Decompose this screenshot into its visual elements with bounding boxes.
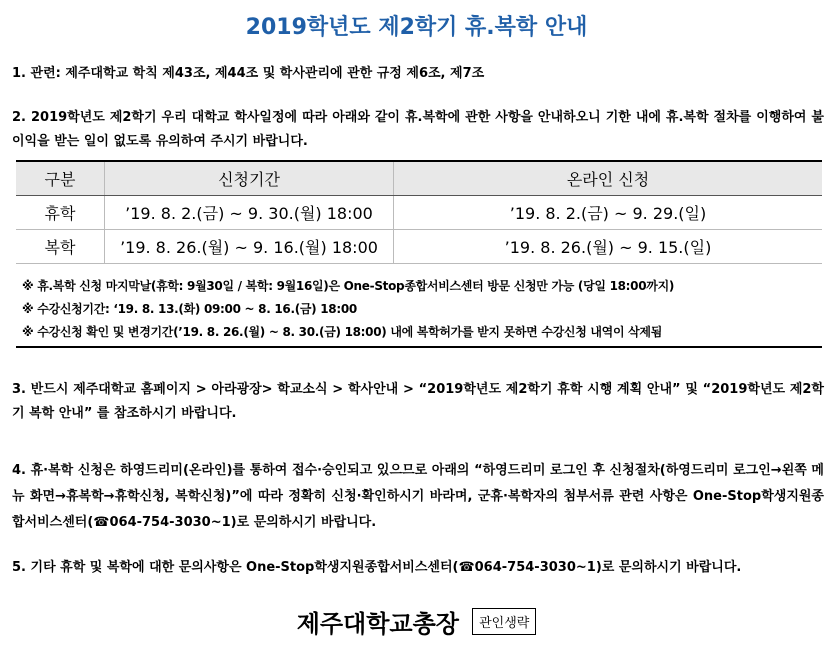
signature <box>0 604 833 639</box>
row-online-period: ’19. 8. 2.(금) ~ 9. 29.(일) <box>394 196 823 230</box>
table-row-leave <box>16 196 822 230</box>
item-3: 3. 반드시 제주대학교 홈페이지 > 아라광장> 학교소식 > 학사안내 > “2019학년도 제2학기 휴학 시행 계획 안내” 및 “2019학년도 제2학기 복학 안내” 를 참조하시기 바랍니다. <box>12 382 824 421</box>
row-online-period: ’19. 8. 26.(월) ~ 9. 15.(일) <box>394 230 823 264</box>
note-registration-change: ※ 수강신청 확인 및 변경기간(’19. 8. 26.(월) ~ 8. 30.(금) 18:00) 내에 복학허가를 받지 못하면 수강신청 내역이 삭제됨 <box>22 325 663 339</box>
table-header-row <box>16 161 822 196</box>
header-online-application: 온라인 신청 <box>394 161 823 196</box>
item-2: 2. 2019학년도 제2학기 우리 대학교 학사일정에 따라 아래와 같이 휴.복학에 관한 사항을 안내하오니 기한 내에 휴.복학 절차를 이행하여 불이익을 받는 일이 없도록 유의하여 주시기 바랍니다. <box>12 110 824 149</box>
document-title: 2019학년도 제2학기 휴.복학 안내 <box>245 15 588 40</box>
row-category: 휴학 <box>16 196 105 230</box>
notes-box <box>16 275 822 348</box>
schedule-table <box>16 160 822 264</box>
header-category: 구분 <box>16 161 105 196</box>
item-5: 5. 기타 휴학 및 복학에 대한 문의사항은 One-Stop학생지원종합서비스센터(☎064-754-3030~1)로 문의하시기 바랍니다. <box>12 560 742 575</box>
row-application-period: ’19. 8. 2.(금) ~ 9. 30.(월) 18:00 <box>105 196 394 230</box>
row-category: 복학 <box>16 230 105 264</box>
seal-omitted-stamp: 관인생략 <box>472 608 536 635</box>
row-application-period: ’19. 8. 26.(월) ~ 9. 16.(월) 18:00 <box>105 230 394 264</box>
item-1: 1. 관련: 제주대학교 학칙 제43조, 제44조 및 학사관리에 관한 규정 제6조, 제7조 <box>12 66 485 81</box>
table-row-return <box>16 230 822 264</box>
note-last-day: ※ 휴.복학 신청 마지막날(휴학: 9월30일 / 복학: 9월16일)은 One-Stop종합서비스센터 방문 신청만 가능 (당일 18:00까지) <box>22 279 675 293</box>
header-application-period: 신청기간 <box>105 161 394 196</box>
signature-name: 제주대학교총장 <box>296 610 459 638</box>
item-4: 4. 휴·복학 신청은 하영드리미(온라인)를 통하여 접수·승인되고 있으므로 아래의 “하영드리미 로그인 후 신청절차(하영드리미 로그인→왼쪽 메뉴 화면→휴복학→휴학신청, 복학신청)”에 따라 정확히 신청·확인하시기 바라며, 군휴·복학자의 첨부서류 관련 사항은 One-Stop학생지원종합서비스센터(☎064-754-3030~1)로 문의하시기 바랍니다. <box>12 463 824 530</box>
note-course-registration: ※ 수강신청기간: ‘19. 8. 13.(화) 09:00 ~ 8. 16.(금) 18:00 <box>22 302 357 316</box>
